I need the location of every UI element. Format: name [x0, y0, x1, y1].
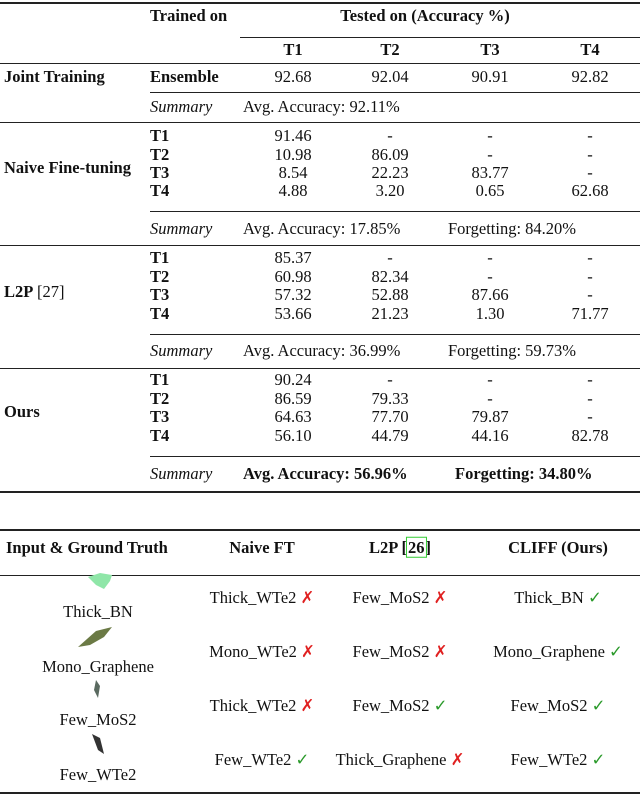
method-label: Ours	[4, 401, 40, 421]
accuracy-cell: -	[487, 266, 493, 286]
trained-on-cell: T1	[150, 247, 170, 267]
accuracy-cell: 4.88	[278, 180, 308, 200]
summary-label: Summary	[150, 218, 213, 238]
trained-on-cell: T4	[150, 303, 170, 323]
prediction-label: Few_MoS2	[352, 587, 430, 607]
flake-image	[78, 625, 118, 651]
accuracy-cell: 90.24	[274, 369, 312, 389]
flake-image	[86, 571, 126, 597]
summary-label: Summary	[150, 340, 213, 360]
naive-prediction	[209, 695, 315, 715]
accuracy-cell: 44.16	[471, 425, 509, 445]
trained-on-cell: T3	[150, 284, 170, 304]
accuracy-cell: 90.91	[471, 66, 509, 86]
accuracy-cell: -	[587, 162, 593, 182]
ground-truth-label: Mono_Graphene	[42, 656, 154, 676]
check-icon: ✓	[583, 587, 602, 607]
table-rule	[0, 2, 640, 4]
method-label: L2P	[4, 281, 34, 301]
avg-accuracy: Avg. Accuracy: 36.99%	[243, 340, 401, 360]
accuracy-cell: 60.98	[274, 266, 312, 286]
table-rule	[150, 211, 640, 212]
summary-label: Summary	[150, 463, 213, 483]
table-rule	[0, 63, 640, 64]
accuracy-cell: 64.63	[274, 406, 312, 426]
table-rule	[150, 334, 640, 335]
accuracy-cell: 92.04	[371, 66, 409, 86]
accuracy-cell: -	[587, 406, 593, 426]
accuracy-cell: 57.32	[274, 284, 312, 304]
ground-truth-label: Thick_BN	[63, 601, 133, 621]
accuracy-cell: 92.68	[274, 66, 312, 86]
cliff-prediction	[510, 749, 606, 769]
l2p-prediction	[352, 587, 448, 607]
method-label: Joint Training	[4, 66, 105, 86]
cross-icon: ✗	[429, 587, 448, 607]
method-label: Naive Fine-tuning	[4, 157, 131, 177]
prediction-label: Mono_Graphene	[493, 641, 605, 661]
avg-accuracy: Avg. Accuracy: 92.11%	[243, 96, 400, 116]
table-rule	[0, 792, 640, 794]
header-tested-on: Tested on (Accuracy %)	[340, 5, 510, 25]
prediction-label: Thick_WTe2	[209, 695, 297, 715]
accuracy-cell: -	[587, 388, 593, 408]
accuracy-cell: 21.23	[371, 303, 409, 323]
accuracy-cell: 92.82	[571, 66, 609, 86]
header-col-t4: T4	[580, 39, 600, 59]
header-cliff: CLIFF (Ours)	[508, 537, 608, 557]
table-rule	[240, 37, 640, 38]
accuracy-cell: 62.68	[571, 180, 609, 200]
accuracy-cell: 87.66	[471, 284, 509, 304]
flake-image	[90, 732, 130, 758]
accuracy-cell: -	[587, 144, 593, 164]
trained-on-cell: T1	[150, 125, 170, 145]
method-citation: [27]	[37, 281, 65, 301]
accuracy-cell: 91.46	[274, 125, 312, 145]
trained-on-cell: T3	[150, 162, 170, 182]
naive-prediction	[209, 587, 315, 607]
l2p-prediction	[335, 749, 465, 769]
accuracy-cell: -	[587, 266, 593, 286]
accuracy-cell: -	[387, 125, 393, 145]
accuracy-cell: 85.37	[274, 247, 312, 267]
trained-on-cell: T2	[150, 388, 170, 408]
prediction-label: Few_MoS2	[352, 641, 430, 661]
prediction-label: Few_MoS2	[510, 695, 588, 715]
trained-on-cell: T1	[150, 369, 170, 389]
check-icon: ✓	[429, 695, 448, 715]
accuracy-cell: 3.20	[375, 180, 405, 200]
accuracy-cell: 71.77	[571, 303, 609, 323]
header-l2p: L2P [26]	[368, 537, 432, 557]
check-icon: ✓	[587, 749, 606, 769]
header-input-ground-truth: Input & Ground Truth	[6, 537, 168, 557]
cross-icon: ✗	[446, 749, 465, 769]
accuracy-cell: -	[587, 284, 593, 304]
accuracy-cell: -	[487, 144, 493, 164]
cliff-prediction	[510, 695, 606, 715]
accuracy-cell: 22.23	[371, 162, 409, 182]
accuracy-cell: 52.88	[371, 284, 409, 304]
prediction-label: Few_WTe2	[214, 749, 292, 769]
trained-on-cell: T2	[150, 144, 170, 164]
trained-on-cell: T3	[150, 406, 170, 426]
naive-prediction	[209, 641, 315, 661]
check-icon: ✓	[587, 695, 606, 715]
accuracy-cell: 56.10	[274, 425, 312, 445]
naive-prediction	[214, 749, 310, 769]
citation-link[interactable]: 26	[408, 537, 425, 557]
accuracy-cell: 8.54	[278, 162, 308, 182]
accuracy-cell: -	[587, 125, 593, 145]
table-rule	[0, 245, 640, 246]
accuracy-cell: 0.65	[475, 180, 505, 200]
header-col-t2: T2	[380, 39, 400, 59]
cross-icon: ✗	[296, 695, 315, 715]
cross-icon: ✗	[296, 641, 315, 661]
ground-truth-label: Few_MoS2	[59, 709, 137, 729]
cross-icon: ✗	[429, 641, 448, 661]
accuracy-cell: -	[387, 247, 393, 267]
l2p-prediction	[352, 695, 448, 715]
accuracy-cell: 79.87	[471, 406, 509, 426]
accuracy-cell: -	[587, 369, 593, 389]
summary-label: Summary	[150, 96, 213, 116]
prediction-label: Thick_BN	[514, 587, 584, 607]
forgetting: Forgetting: 34.80%	[455, 463, 593, 483]
cliff-prediction	[514, 587, 602, 607]
prediction-label: Mono_WTe2	[209, 641, 297, 661]
forgetting: Forgetting: 59.73%	[448, 340, 577, 360]
trained-on-cell: Ensemble	[150, 66, 219, 86]
table-rule	[0, 368, 640, 369]
accuracy-cell: -	[387, 369, 393, 389]
table-rule	[150, 456, 640, 457]
table-rule	[0, 122, 640, 123]
ground-truth-label: Few_WTe2	[59, 764, 137, 784]
trained-on-cell: T4	[150, 180, 170, 200]
table-rule	[150, 92, 640, 93]
accuracy-cell: -	[487, 125, 493, 145]
accuracy-cell: 82.78	[571, 425, 609, 445]
accuracy-cell: 44.79	[371, 425, 409, 445]
prediction-label: Thick_Graphene	[335, 749, 447, 769]
accuracy-cell: 86.09	[371, 144, 409, 164]
accuracy-cell: -	[487, 388, 493, 408]
header-naive-ft: Naive FT	[229, 537, 295, 557]
trained-on-cell: T4	[150, 425, 170, 445]
flake-image	[90, 678, 130, 704]
header-col-t3: T3	[480, 39, 500, 59]
header-trained-on: Trained on	[150, 5, 228, 25]
forgetting: Forgetting: 84.20%	[448, 218, 577, 238]
accuracy-cell: 1.30	[475, 303, 505, 323]
cliff-prediction	[493, 641, 623, 661]
check-icon: ✓	[604, 641, 623, 661]
check-icon: ✓	[291, 749, 310, 769]
cross-icon: ✗	[296, 587, 315, 607]
prediction-label: Few_WTe2	[510, 749, 588, 769]
trained-on-cell: T2	[150, 266, 170, 286]
accuracy-cell: 10.98	[274, 144, 312, 164]
table-rule	[0, 529, 640, 531]
accuracy-cell: 53.66	[274, 303, 312, 323]
accuracy-cell: -	[487, 247, 493, 267]
prediction-label: Thick_WTe2	[209, 587, 297, 607]
accuracy-cell: 82.34	[371, 266, 409, 286]
prediction-label: Few_MoS2	[352, 695, 430, 715]
avg-accuracy: Avg. Accuracy: 17.85%	[243, 218, 401, 238]
l2p-prediction	[352, 641, 448, 661]
accuracy-cell: 77.70	[371, 406, 409, 426]
accuracy-cell: 79.33	[371, 388, 409, 408]
l2p-label: L2P	[368, 537, 398, 557]
accuracy-cell: -	[487, 369, 493, 389]
accuracy-cell: -	[587, 247, 593, 267]
accuracy-cell: 83.77	[471, 162, 509, 182]
avg-accuracy: Avg. Accuracy: 56.96%	[243, 463, 408, 483]
accuracy-cell: 86.59	[274, 388, 312, 408]
header-col-t1: T1	[283, 39, 303, 59]
table-rule	[0, 491, 640, 493]
